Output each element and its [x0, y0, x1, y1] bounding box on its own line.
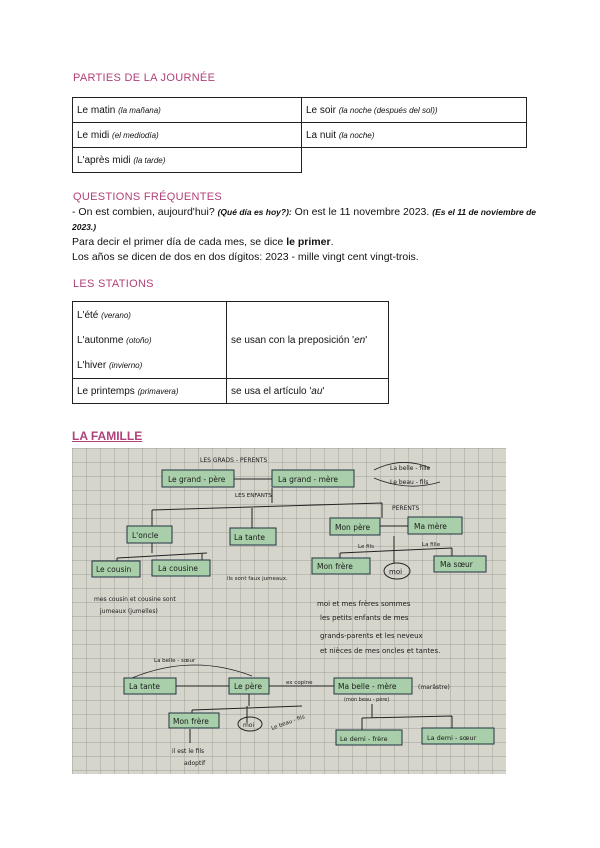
section-title-questions: QUESTIONS FRÉQUENTES	[73, 191, 223, 203]
term: La nuit	[306, 129, 337, 141]
text-beau-fils: Le beau - fils	[390, 479, 429, 486]
text-parents: PERENTS	[392, 505, 420, 512]
table-row	[73, 98, 527, 123]
term: L'après midi	[77, 154, 131, 166]
table-cell	[302, 123, 527, 148]
text-ex-copine: ex copine	[286, 680, 313, 686]
text-demi-soeur: La demi - sœur	[427, 734, 477, 742]
text-jumeaux-note: ils sont faux jumeaux.	[227, 576, 288, 582]
text-fille: La fille	[422, 542, 441, 548]
table-cell: Le printemps (primavera)	[73, 379, 227, 404]
translation: (la noche (después del sol))	[338, 105, 438, 115]
season-item: L'été (verano)	[77, 309, 131, 321]
note-fils: il est le fils	[172, 748, 205, 755]
text-tante2: La tante	[129, 682, 161, 691]
translation: (el mediodía)	[112, 130, 159, 140]
section-title-famille: LA FAMILLE	[72, 429, 143, 443]
table-cell: se usan con la preposición 'en'	[227, 302, 389, 379]
season-item: L'hiver (invierno)	[77, 359, 143, 371]
text-cousin: Le cousin	[96, 565, 132, 574]
text-cousine: La cousine	[158, 564, 198, 573]
note-cousins: mes cousin et cousine sont	[94, 596, 176, 603]
parties-table	[72, 97, 527, 173]
table-cell	[73, 123, 302, 148]
text-frere2: Mon frère	[173, 717, 209, 726]
table-cell	[73, 98, 302, 123]
table-row	[73, 148, 527, 173]
text-oncle: L'oncle	[132, 531, 159, 540]
text-marastre: (marâstre)	[418, 684, 450, 691]
question-line: - On est combien, aujourd'hui? (Qué día es hoy?): On est le 11 novembre 2023. (Es el 11 de noviembre de 2023.)	[72, 206, 537, 232]
table-cell	[302, 98, 527, 123]
family-tree-photo	[72, 448, 506, 774]
text-belle-fille: La belle - fille	[390, 465, 431, 472]
text-soeur: Ma sœur	[440, 560, 473, 569]
text-pere: Mon père	[335, 523, 371, 532]
season-item: L'autonme (otoño)	[77, 334, 152, 346]
section-title-stations: LES STATIONS	[73, 278, 154, 290]
note-petits: les petits enfants de mes	[320, 614, 409, 622]
text-belle-mere-note: (mon beau - père)	[344, 697, 390, 703]
text-fils: Le fils	[358, 544, 374, 550]
text-moi: moi	[389, 568, 403, 576]
questions-text	[72, 205, 542, 265]
text-moi2: moi	[243, 722, 255, 729]
empty-cell	[302, 148, 527, 173]
text-enfants: LES ENFANTS	[235, 493, 272, 499]
text-belle-soeur: La belle - sœur	[154, 658, 196, 664]
rule-line: Para decir el primer día de cada mes, se dice le primer.	[72, 236, 334, 248]
text-grand-mere: La grand - mère	[278, 475, 339, 484]
note-petits: grands-parents et les neveux	[320, 632, 423, 640]
text-belle-mere: Ma belle - mère	[338, 682, 397, 691]
text-pere2: Le père	[234, 682, 262, 691]
text-mere: Ma mère	[414, 522, 447, 531]
section-title-parties: PARTIES DE LA JOURNÉE	[73, 72, 216, 84]
label-grands-parents: LES GRADS - PERENTS	[200, 457, 268, 464]
table-cell	[73, 148, 302, 173]
note-petits: moi et mes frères sommes	[317, 600, 411, 608]
term: Le midi	[77, 129, 110, 141]
translation: (la mañana)	[118, 105, 161, 115]
rule-line: Los años se dicen de dos en dos dígitos: 2023 - mille vingt cent vingt-trois.	[72, 251, 419, 263]
text-frere: Mon frère	[317, 562, 353, 571]
text-beau-fils2: Le beau - fils	[270, 714, 306, 732]
note-petits: et nièces de mes oncles et tantes.	[320, 647, 441, 655]
note-fils: adoptif	[184, 760, 206, 767]
table-cell: se usa el artículo 'au'	[227, 379, 389, 404]
text-tante: La tante	[234, 533, 266, 542]
stations-table	[72, 301, 389, 404]
note-cousins: jumeaux (jumelles)	[100, 608, 158, 615]
translation: (la noche)	[338, 130, 375, 140]
term: Le matin	[77, 104, 116, 116]
term: Le soir	[306, 104, 337, 116]
table-row	[73, 379, 389, 404]
table-cell	[73, 302, 227, 379]
text-demi-frere: Le demi - frère	[340, 735, 388, 743]
table-row	[73, 302, 389, 379]
table-row	[73, 123, 527, 148]
translation: (la tarde)	[133, 155, 166, 165]
text-grand-pere: Le grand - père	[168, 475, 226, 484]
